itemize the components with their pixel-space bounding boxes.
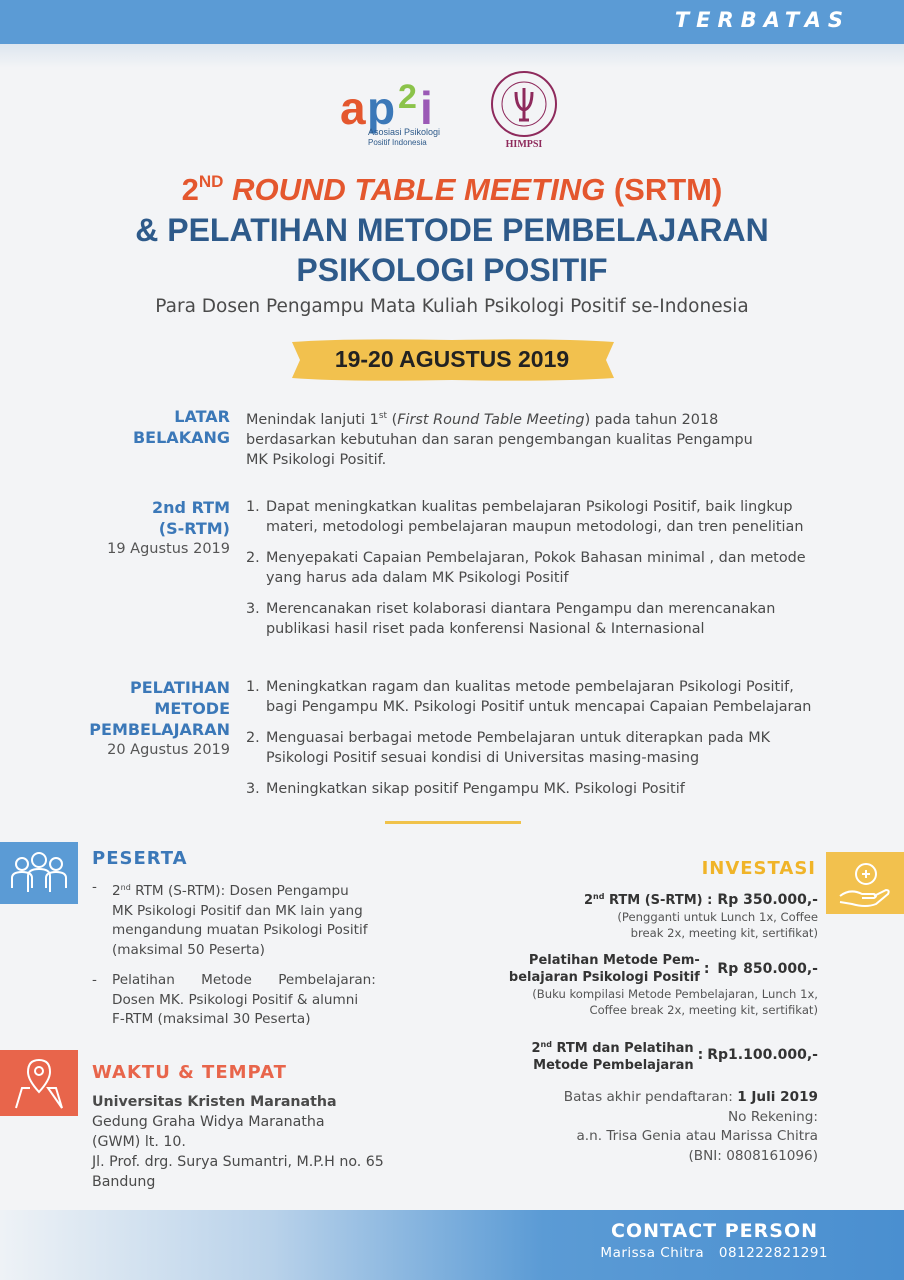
title-line1: 2ND ROUND TABLE MEETING (SRTM) [181, 172, 723, 207]
investasi-item-3: 2nd RTM dan Pelatihan Metode Pembelajaran : Rp1.100.000,- [531, 1040, 818, 1073]
restricted-badge: TERBATAS [674, 8, 850, 32]
ap2i-name-line2: Positif Indonesia [368, 138, 427, 147]
contact-name: Marissa Chitra [600, 1245, 705, 1261]
list-item: 1. Dapat meningkatkan kualitas pembelajaran Psikologi Positif, baik lingkup materi, metodologi pembelajaran maupun metodologi, dan tren penelitian [246, 499, 804, 535]
waktu-details: Universitas Kristen Maranatha Gedung Graha Widya Maranatha (GWM) lt. 10. Jl. Prof. drg. Surya Sumantri, M.P.H no. 65 Bandung [92, 1094, 384, 1190]
registration-info: Batas akhir pendaftaran: 1 Juli 2019 No Rekening: a.n. Trisa Genia atau Marissa Chitra (BNI: 0808161096) [563, 1089, 818, 1164]
map-pin-icon [0, 1050, 78, 1116]
investasi-item-2: Pelatihan Metode Pem- belajaran Psikologi Positif : Rp 850.000,- (Buku kompilasi Metode Pembelajaran, Lunch 1x, Coffee break 2x, meeting kit, sertifikat) [508, 953, 818, 1017]
people-group-icon [0, 842, 78, 904]
peserta-heading: PESERTA [92, 848, 188, 869]
section-divider [385, 821, 521, 824]
contact-phone[interactable]: 081222821291 [718, 1245, 828, 1261]
pelatihan-list [246, 677, 836, 799]
hand-coin-icon [826, 852, 904, 914]
rtm-list [246, 497, 826, 639]
investasi-item-1: 2nd RTM (S-RTM) : Rp 350.000,- (Pengganti untuk Lunch 1x, Coffee break 2x, meeting kit, sertifikat) [583, 892, 818, 940]
date-ribbon [286, 336, 618, 384]
event-date: 19-20 AGUSTUS 2019 [334, 346, 570, 372]
title-line3: PSIKOLOGI POSITIF [296, 252, 608, 288]
banner-fade [0, 44, 904, 68]
title-line2: & PELATIHAN METODE PEMBELAJARAN [135, 212, 769, 248]
svg-text:i: i [420, 82, 433, 134]
svg-text:2: 2 [398, 78, 417, 116]
pelatihan-label: PELATIHAN METODE PEMBELAJARAN 20 Agustus 2019 [89, 678, 230, 758]
list-item: 2. Menguasai berbagai metode Pembelajaran untuk diterapkan pada MK Psikologi Positif sesuai kondisi di Universitas masing-masing [246, 730, 771, 766]
list-item: 3. Meningkatkan sikap positif Pengampu MK. Psikologi Positif [246, 781, 685, 797]
peserta-list [92, 878, 390, 1030]
list-item: 3. Merencanakan riset kolaborasi diantara Pengampu dan merencanakan publikasi hasil riset pada konferensi Nasional & Internasional [246, 601, 776, 637]
ap2i-name-line1: Asosiasi Psikologi [368, 127, 441, 137]
list-item: - Pelatihan Metode Pembelajaran: Dosen MK. Psikologi Positif & alumni F-RTM (maksimal 30 Peserta) [92, 972, 376, 1027]
investasi-heading: INVESTASI [701, 858, 816, 879]
rtm-label: 2nd RTM (S-RTM) 19 Agustus 2019 [107, 498, 230, 557]
svg-text:a: a [340, 82, 366, 134]
list-item: 1. Meningkatkan ragam dan kualitas metode pembelajaran Psikologi Positif, bagi Pengampu MK. Psikologi Positif untuk mencapai Capaian Pembelajaran [246, 679, 812, 715]
waktu-heading: WAKTU & TEMPAT [92, 1062, 287, 1083]
ap2i-logo [340, 78, 452, 148]
subtitle: Para Dosen Pengampu Mata Kuliah Psikologi Positif se-Indonesia [155, 296, 749, 317]
list-item: 2. Menyepakati Capaian Pembelajaran, Pokok Bahasan minimal , dan metode yang harus ada dalam MK Psikologi Positif [246, 550, 806, 586]
latar-label: LATAR BELAKANG [132, 407, 230, 447]
himpsi-logo [483, 68, 565, 150]
contact-title: CONTACT PERSON [611, 1220, 818, 1242]
latar-text: Menindak lanjuti 1st (First Round Table Meeting) pada tahun 2018 berdasarkan kebutuhan dan saran pengembangan kualitas Pengampu MK Psikologi Positif. [246, 411, 753, 468]
svg-text:p: p [367, 82, 396, 134]
himpsi-name: HIMPSI [505, 139, 543, 150]
list-item: - 2nd RTM (S-RTM): Dosen Pengampu MK Psikologi Positif dan MK lain yang mengandung muatan Psikologi Positif (maksimal 50 Peserta) [92, 879, 368, 958]
contact-line [600, 1245, 828, 1261]
